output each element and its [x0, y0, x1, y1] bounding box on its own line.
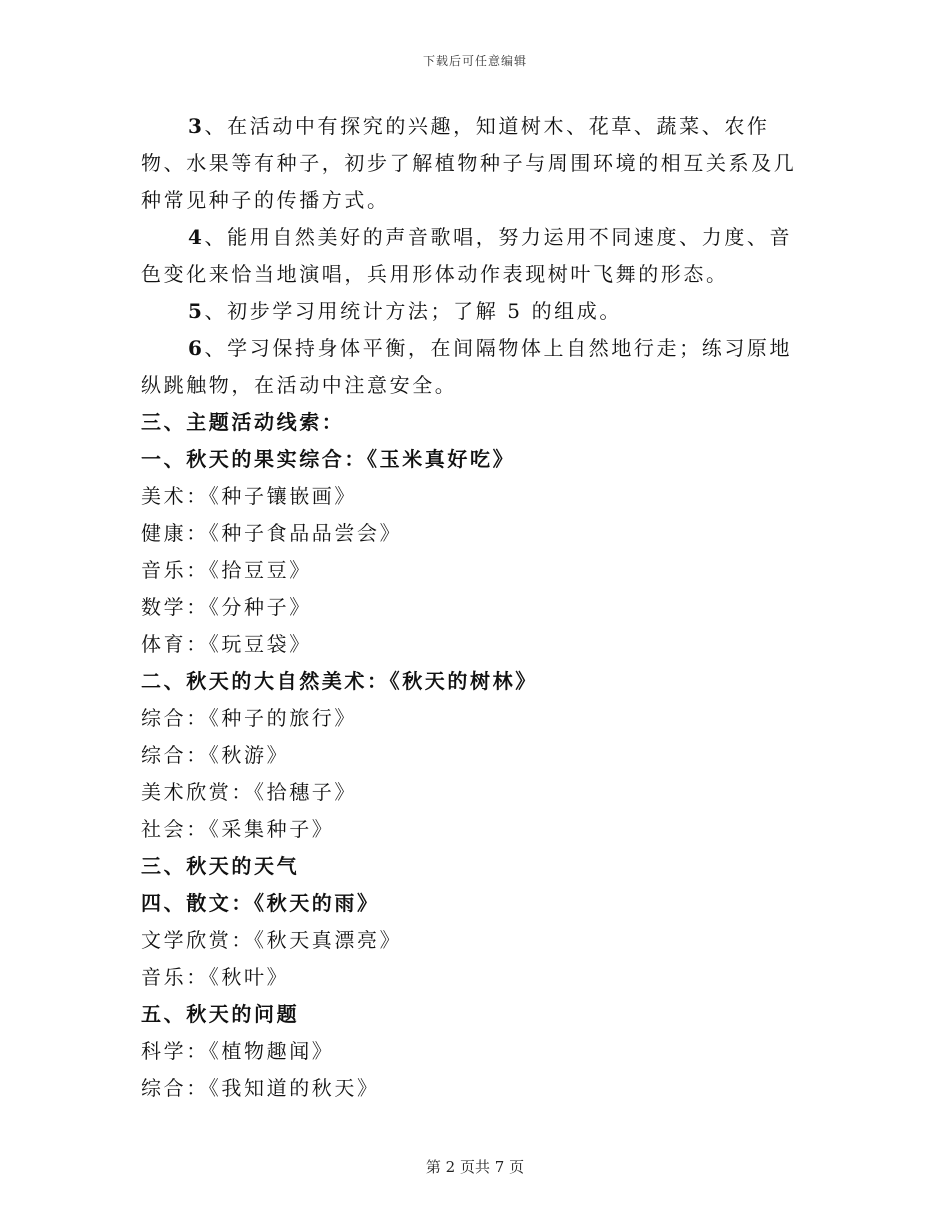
page-header: 下载后可任意编辑	[422, 54, 527, 68]
paragraph-number: 6	[188, 336, 205, 360]
outline-item: 健康：《种子食品品尝会》	[141, 521, 403, 545]
outline-heading: 一、秋天的果实综合：《玉米真好吃》	[141, 447, 516, 471]
paragraph-item-5	[141, 293, 811, 330]
outline-heading: 二、秋天的大自然美术：《秋天的树林》	[141, 669, 538, 693]
paragraph-text: 、初步学习用统计方法；了解 5 的组成。	[204, 299, 622, 323]
outline-item: 数学：《分种子》	[141, 595, 312, 619]
outline-item: 科学：《植物趣闻》	[141, 1039, 335, 1063]
paragraph-item-4	[141, 219, 811, 293]
paragraph-item-3	[141, 108, 811, 219]
outline-heading: 五、秋天的问题	[141, 1002, 300, 1026]
paragraph-text: 、在活动中有探究的兴趣，知道树木、花草、蔬菜、农作物、水果等有种子，初步了解植物种子与周围环境的相互关系及几种常见种子的传播方式。	[141, 114, 797, 212]
paragraph-number: 4	[188, 225, 205, 249]
outline-item: 音乐：《拾豆豆》	[141, 558, 312, 582]
page-footer: 第 2 页共 7 页	[425, 1158, 525, 1176]
outline-item: 综合：《我知道的秋天》	[141, 1076, 380, 1100]
paragraph-text: 、学习保持身体平衡，在间隔物体上自然地行走；练习原地纵跳触物，在活动中注意安全。	[141, 336, 793, 397]
paragraph-text: 、能用自然美好的声音歌唱，努力运用不同速度、力度、音色变化来恰当地演唱，兵用形体动作表现树叶飞舞的形态。	[141, 225, 793, 286]
paragraph-item-6	[141, 330, 811, 404]
outline-item: 体育：《玩豆袋》	[141, 632, 312, 656]
section-title: 三、主题活动线索：	[141, 410, 345, 434]
outline-heading: 四、散文：《秋天的雨》	[141, 891, 380, 915]
paragraph-number: 5	[188, 299, 205, 323]
outline-heading: 三、秋天的天气	[141, 854, 300, 878]
outline-item: 社会：《采集种子》	[141, 817, 335, 841]
paragraph-number: 3	[188, 114, 205, 138]
outline-item: 美术欣赏：《拾穗子》	[141, 780, 357, 804]
outline-item: 综合：《秋游》	[141, 743, 290, 767]
outline-item: 美术：《种子镶嵌画》	[141, 484, 357, 508]
outline-item: 综合：《种子的旅行》	[141, 706, 357, 730]
outline-item: 音乐：《秋叶》	[141, 965, 290, 989]
document-body	[141, 108, 811, 1107]
outline-item: 文学欣赏：《秋天真漂亮》	[141, 928, 403, 952]
